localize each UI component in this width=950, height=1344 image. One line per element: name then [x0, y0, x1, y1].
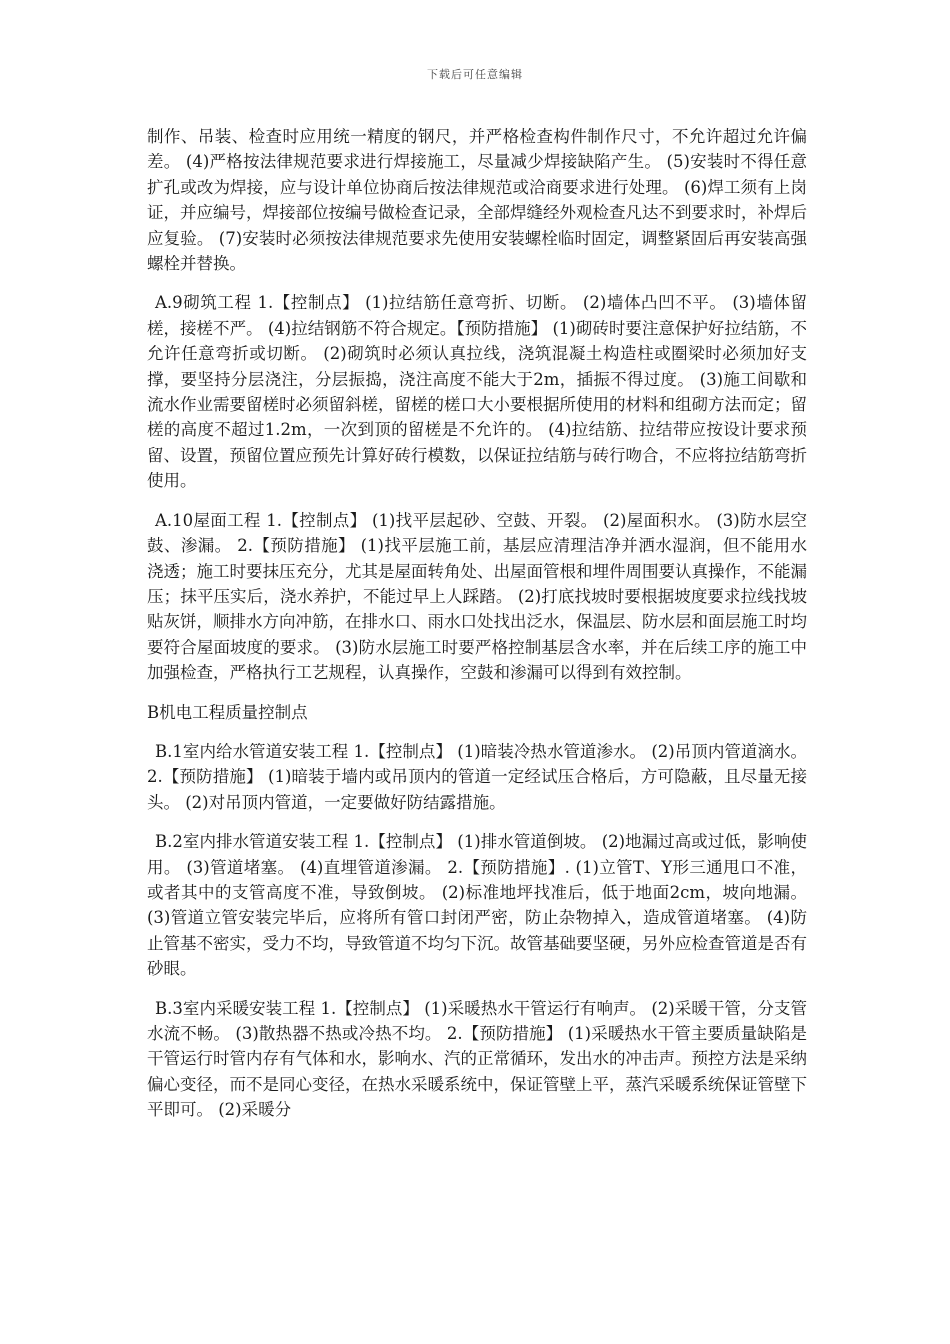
page-header: 下载后可任意编辑 — [427, 68, 523, 81]
paragraph-water-supply: B.1室内给水管道安装工程 1.【控制点】 (1)暗装冷热水管道渗水。 (2)吊顶内管道滴水。 2.【预防措施】 (1)暗装于墙内或吊顶内的管道一定经试压合格后，方可隐蔽，且尽量无接头。 (2)对吊顶内管道，一定要做好防结露措施。 — [147, 741, 807, 812]
document-body — [147, 124, 807, 1137]
paragraph-roofing: A.10屋面工程 1.【控制点】 (1)找平层起砂、空鼓、开裂。 (2)屋面积水。 (3)防水层空鼓、渗漏。 2.【预防措施】 (1)找平层施工前，基层应清理洁净并洒水湿润，但不能用水浇透；施工时要抹压充分，尤其是屋面转角处、出屋面管根和埋件周围要认真操作，不能漏压；抹平压实后，浇水养护，不能过早上人踩踏。 (2)打底找坡时要根据坡度要求拉线找坡贴灰饼，顺排水方向冲筋，在排水口、雨水口处找出泛水，保温层、防水层和面层施工时均要符合屋面坡度的要求。 (3)防水层施工时要严格控制基层含水率，并在后续工序的施工中加强检查，严格执行工艺规程，认真操作，空鼓和渗漏可以得到有效控制。 — [147, 510, 807, 683]
section-heading-mep: B机电工程质量控制点 — [147, 702, 308, 722]
paragraph-steel-structure: 制作、吊装、检查时应用统一精度的钢尺，并严格检查构件制作尺寸，不允许超过允许偏差。 (4)严格按法律规范要求进行焊接施工，尽量减少焊接缺陷产生。 (5)安装时不得任意扩孔或改为焊接，应与设计单位协商后按法律规范或洽商要求进行处理。 (6)焊工须有上岗证，并应编号，焊接部位按编号做检查记录，全部焊缝经外观检查凡达不到要求时，补焊后应复验。 (7)安装时必须按法律规范要求先使用安装螺栓临时固定，调整紧固后再安装高强螺栓并替换。 — [147, 127, 807, 274]
paragraph-drainage: B.2室内排水管道安装工程 1.【控制点】 (1)排水管道倒坡。 (2)地漏过高或过低，影响使用。 (3)管道堵塞。 (4)直埋管道渗漏。 2.【预防措施】. (1)立管T、Y形三通甩口不准，或者其中的支管高度不准，导致倒坡。 (2)标准地坪找准后，低于地面2cm，坡向地漏。 (3)管道立管安装完毕后，应将所有管口封闭严密，防止杂物掉入，造成管道堵塞。 (4)防止管基不密实，受力不均，导致管道不均匀下沉。故管基础要坚硬，另外应检查管道是否有砂眼。 — [147, 832, 807, 979]
paragraph-heating: B.3室内采暖安装工程 1.【控制点】 (1)采暖热水干管运行有响声。 (2)采暖干管，分支管水流不畅。 (3)散热器不热或冷热不均。 2.【预防措施】 (1)采暖热水干管主要质量缺陷是干管运行时管内存有气体和水，影响水、汽的正常循环，发出水的冲击声。预控方法是采纳偏心变径，而不是同心变径，在热水采暖系统中，保证管壁上平，蒸汽采暖系统保证管壁下平即可。 (2)采暖分 — [147, 998, 807, 1120]
paragraph-masonry: A.9砌筑工程 1.【控制点】 (1)拉结筋任意弯折、切断。 (2)墙体凸凹不平。 (3)墙体留槎，接槎不严。 (4)拉结钢筋不符合规定。【预防措施】 (1)砌砖时要注意保护好拉结筋，不允许任意弯折或切断。 (2)砌筑时必须认真拉线，浇筑混凝土构造柱或圈梁时必须加好支撑，要坚持分层浇注，分层振捣，浇注高度不能大于2m，插振不得过度。 (3)施工间歇和流水作业需要留槎时必须留斜槎，留槎的槎口大小要根据所使用的材料和组砌方法而定；留槎的高度不超过1.2m，一次到顶的留槎是不允许的。 (4)拉结筋、拉结带应按设计要求预留、设置，预留位置应预先计算好砖行模数，以保证拉结筋与砖行吻合，不应将拉结筋弯折使用。 — [147, 293, 807, 491]
